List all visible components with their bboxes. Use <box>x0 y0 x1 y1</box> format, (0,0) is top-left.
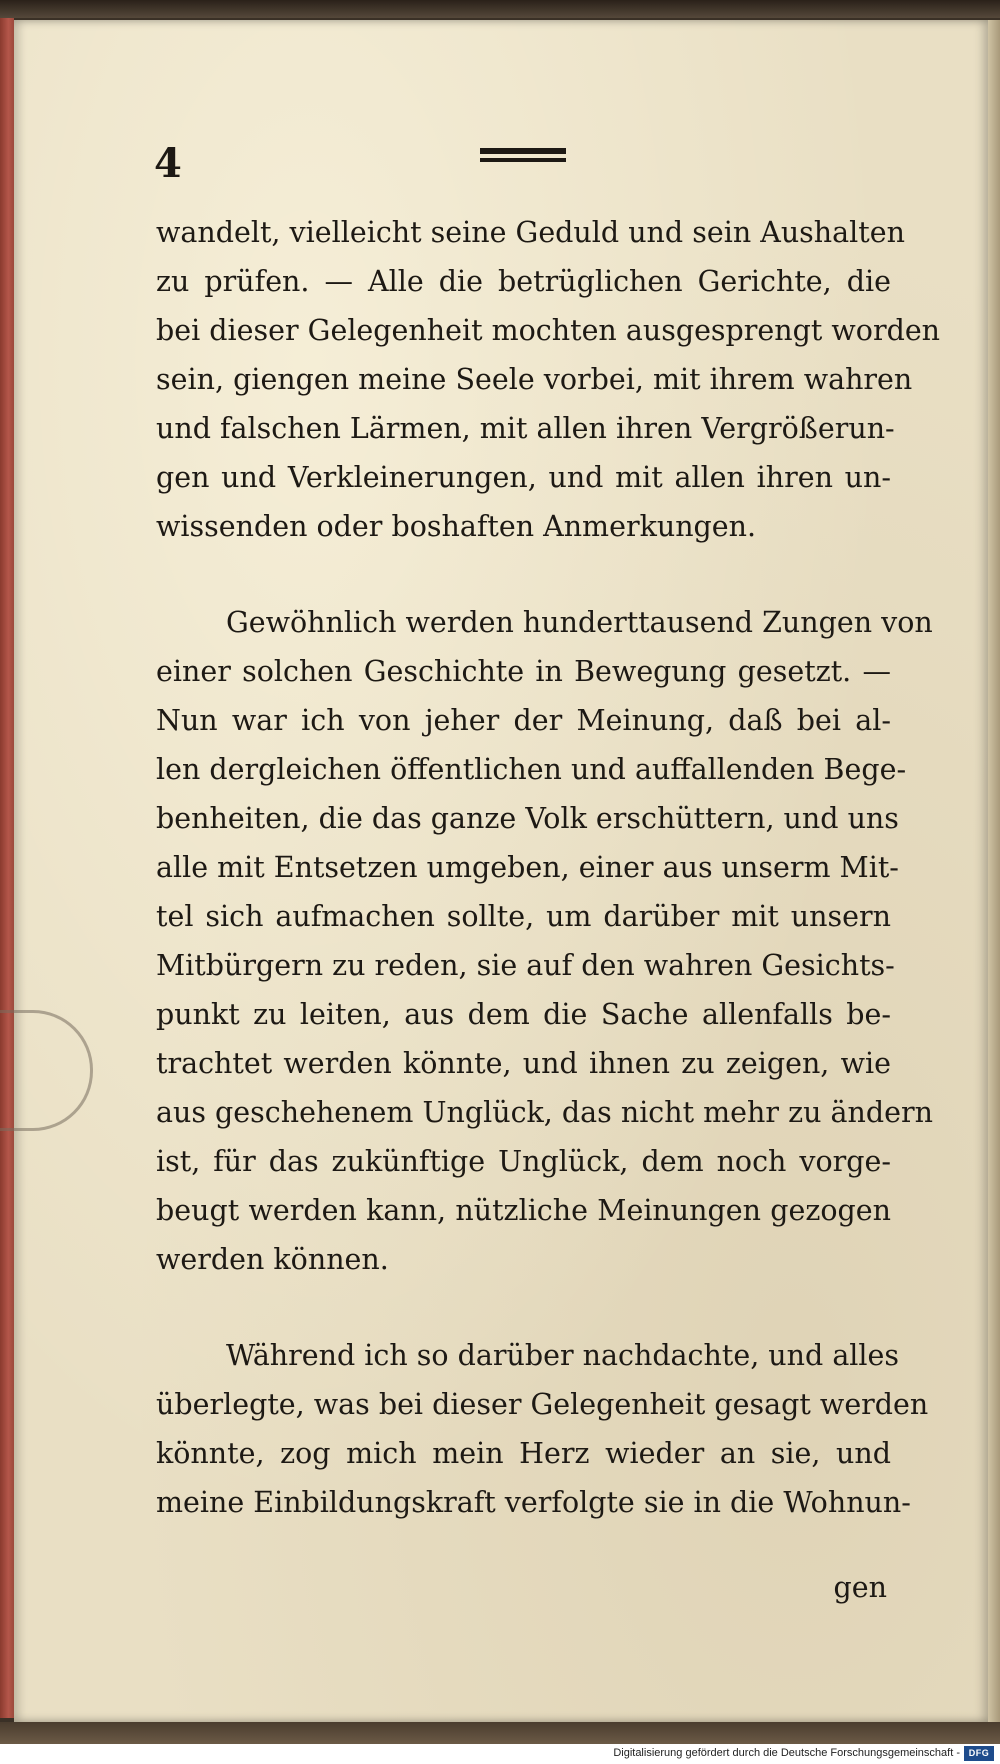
text-line: zu prüfen. — Alle die betrüglichen Gerichte, die <box>156 265 891 298</box>
paragraph-2 <box>156 598 933 1284</box>
book-bottom-edge <box>0 1722 1000 1744</box>
digitization-footer <box>0 1744 1000 1764</box>
text-line: wissenden oder boshaften Anmerkungen. <box>156 510 757 543</box>
text-line: len dergleichen öffentlichen und auffallenden Bege- <box>156 753 907 786</box>
text-line: Gewöhnlich werden hunderttausend Zungen von <box>226 606 933 639</box>
text-line: tel sich aufmachen sollte, um darüber mit unsern <box>156 900 891 933</box>
dfg-logo[interactable]: DFG <box>964 1746 994 1761</box>
text-line: ist, für das zukünftige Unglück, dem noch vorge- <box>156 1145 891 1178</box>
header-ornament-rule <box>480 148 566 164</box>
text-line: könnte, zog mich mein Herz wieder an sie, und <box>156 1437 891 1470</box>
text-line: benheiten, die das ganze Volk erschüttern, und uns <box>156 802 899 835</box>
text-line: meine Einbildungskraft verfolgte sie in die Wohnun- <box>156 1486 911 1519</box>
text-line: Während ich so darüber nachdachte, und alles <box>226 1339 900 1372</box>
text-line: trachtet werden könnte, und ihnen zu zeigen, wie <box>156 1047 891 1080</box>
text-line: Mitbürgern zu reden, sie auf den wahren Gesichts- <box>156 949 895 982</box>
body-text <box>156 208 941 1527</box>
page-fore-edge <box>988 20 1000 1722</box>
footer-credit: Digitalisierung gefördert durch die Deutsche Forschungsgemeinschaft - <box>613 1747 960 1759</box>
text-line: gen und Verkleinerungen, und mit allen ihren un- <box>156 461 891 494</box>
book-top-edge <box>0 0 1000 18</box>
text-line: aus geschehenem Unglück, das nicht mehr zu ändern <box>156 1096 933 1129</box>
text-line: und falschen Lärmen, mit allen ihren Vergrößerun- <box>156 412 895 445</box>
text-line: wandelt, vielleicht seine Geduld und sein Aushalten <box>156 216 905 249</box>
page-header <box>154 140 894 200</box>
text-line: überlegte, was bei dieser Gelegenheit gesagt werden <box>156 1388 929 1421</box>
text-line: werden können. <box>156 1243 389 1276</box>
text-line: Nun war ich von jeher der Meinung, daß bei al- <box>156 704 891 737</box>
paragraph-1 <box>156 208 941 551</box>
text-line: sein, giengen meine Seele vorbei, mit ihrem wahren <box>156 363 913 396</box>
text-line: bei dieser Gelegenheit mochten ausgesprengt worden <box>156 314 941 347</box>
text-line: alle mit Entsetzen umgeben, einer aus unserm Mit- <box>156 851 899 884</box>
paragraph-3 <box>156 1331 929 1527</box>
page-number: 4 <box>154 140 182 187</box>
book-spine-edge <box>0 18 14 1718</box>
text-line: punkt zu leiten, aus dem die Sache allenfalls be- <box>156 998 891 1031</box>
text-line: einer solchen Geschichte in Bewegung gesetzt. — <box>156 655 891 688</box>
catchword: gen <box>833 1571 887 1604</box>
text-line: beugt werden kann, nützliche Meinungen gezogen <box>156 1194 891 1227</box>
